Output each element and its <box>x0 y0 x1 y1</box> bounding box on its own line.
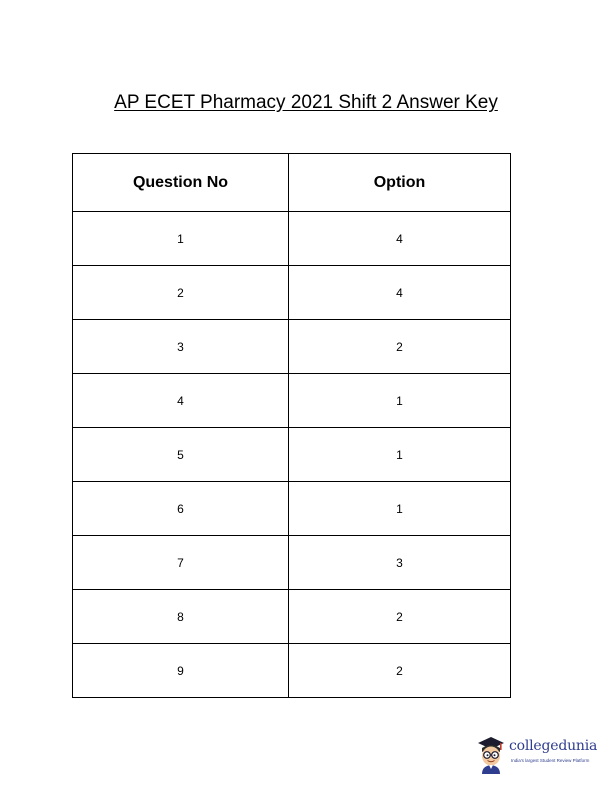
table-row <box>73 212 511 266</box>
question-number-cell: 4 <box>73 374 289 428</box>
question-number-cell: 6 <box>73 482 289 536</box>
option-cell: 1 <box>289 482 511 536</box>
option-cell: 1 <box>289 428 511 482</box>
student-mascot-icon <box>474 734 508 774</box>
page-title: AP ECET Pharmacy 2021 Shift 2 Answer Key <box>114 92 498 113</box>
question-number-cell: 9 <box>73 644 289 698</box>
question-number-cell: 8 <box>73 590 289 644</box>
question-number-cell: 2 <box>73 266 289 320</box>
table-row <box>73 590 511 644</box>
brand-name: collegedunia <box>509 738 598 754</box>
table-row <box>73 482 511 536</box>
table-row <box>73 320 511 374</box>
table-row <box>73 266 511 320</box>
option-cell: 4 <box>289 212 511 266</box>
table-row <box>73 374 511 428</box>
collegedunia-logo <box>474 734 604 776</box>
brand-tagline: India's largest Student Review Platform <box>511 758 590 763</box>
option-cell: 2 <box>289 320 511 374</box>
option-cell: 2 <box>289 644 511 698</box>
option-cell: 1 <box>289 374 511 428</box>
question-no-header: Question No <box>73 154 289 212</box>
table-row <box>73 536 511 590</box>
table-row <box>73 428 511 482</box>
table-row <box>73 644 511 698</box>
table-header-row <box>73 154 511 212</box>
option-cell: 3 <box>289 536 511 590</box>
option-cell: 2 <box>289 590 511 644</box>
option-header: Option <box>289 154 511 212</box>
answer-key-table <box>72 153 511 698</box>
question-number-cell: 3 <box>73 320 289 374</box>
question-number-cell: 7 <box>73 536 289 590</box>
option-cell: 4 <box>289 266 511 320</box>
question-number-cell: 5 <box>73 428 289 482</box>
question-number-cell: 1 <box>73 212 289 266</box>
